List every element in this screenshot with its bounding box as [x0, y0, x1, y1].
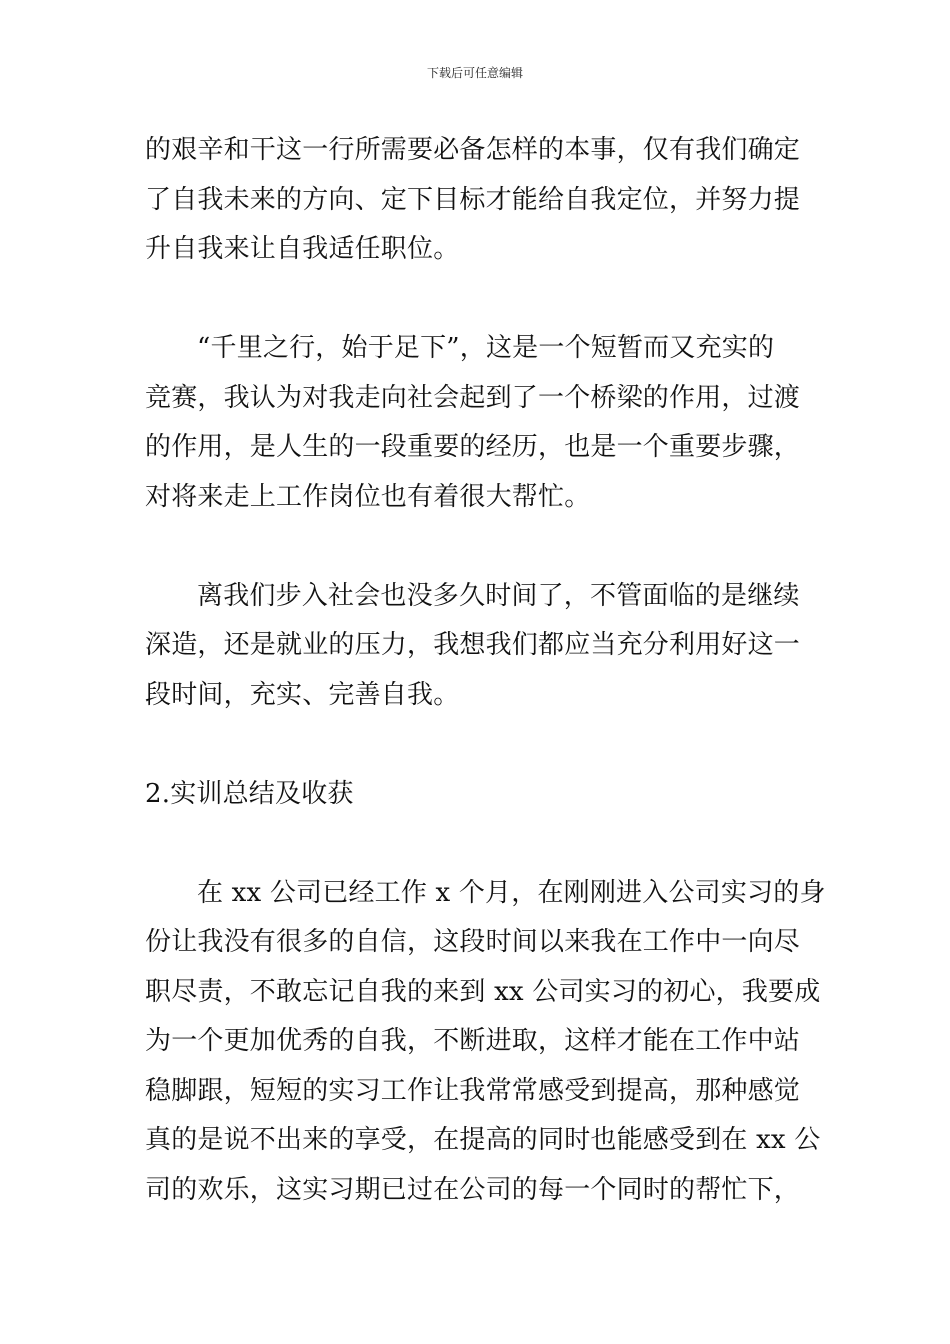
page-header: 下载后可任意编辑	[426, 66, 523, 80]
text-line: 的艰辛和干这一行所需要必备怎样的本事，仅有我们确定	[145, 135, 801, 165]
section-heading	[145, 770, 817, 820]
paragraph-gap	[145, 819, 817, 869]
paragraph	[145, 126, 817, 275]
text-line: 为一个更加优秀的自我，不断进取，这样才能在工作中站	[145, 1026, 801, 1056]
paragraph	[145, 869, 826, 1216]
text-line: 竞赛，我认为对我走向社会起到了一个桥梁的作用，过渡	[145, 382, 801, 413]
text-line: 司的欢乐，这实习期已过在公司的每一个同时的帮忙下，	[145, 1174, 801, 1205]
paragraph-gap	[145, 275, 817, 325]
text-line: 在 xx 公司已经工作 x 个月，在刚刚进入公司实习的身	[197, 877, 826, 908]
text-line: 的作用，是人生的一段重要的经历，也是一个重要步骤，	[145, 432, 801, 462]
heading-text: 2.实训总结及收获	[145, 778, 354, 809]
paragraph-gap	[145, 720, 817, 770]
text-line: “千里之行，始于足下”，这是一个短暂而又充实的	[197, 333, 775, 363]
text-line: 份让我没有很多的自信，这段时间以来我在工作中一向尽	[145, 927, 801, 957]
document-body	[145, 126, 826, 1215]
text-line: 真的是说不出来的享受，在提高的同时也能感受到在 xx 公	[145, 1125, 821, 1155]
text-line: 对将来走上工作岗位也有着很大帮忙。	[145, 481, 591, 512]
text-line: 深造，还是就业的压力，我想我们都应当充分利用好这一	[145, 630, 801, 660]
text-line: 升自我来让自我适任职位。	[145, 234, 460, 264]
paragraph-gap	[145, 522, 817, 572]
text-line: 离我们步入社会也没多久时间了，不管面临的是继续	[197, 580, 800, 611]
text-line: 段时间，充实、完善自我。	[145, 679, 460, 710]
paragraph	[145, 324, 817, 522]
paragraph	[145, 572, 817, 721]
text-line: 职尽责，不敢忘记自我的来到 xx 公司实习的初心，我要成	[145, 976, 821, 1007]
text-line: 了自我未来的方向、定下目标才能给自我定位，并努力提	[145, 184, 801, 215]
text-line: 稳脚跟，短短的实习工作让我常常感受到提高，那种感觉	[145, 1075, 801, 1106]
